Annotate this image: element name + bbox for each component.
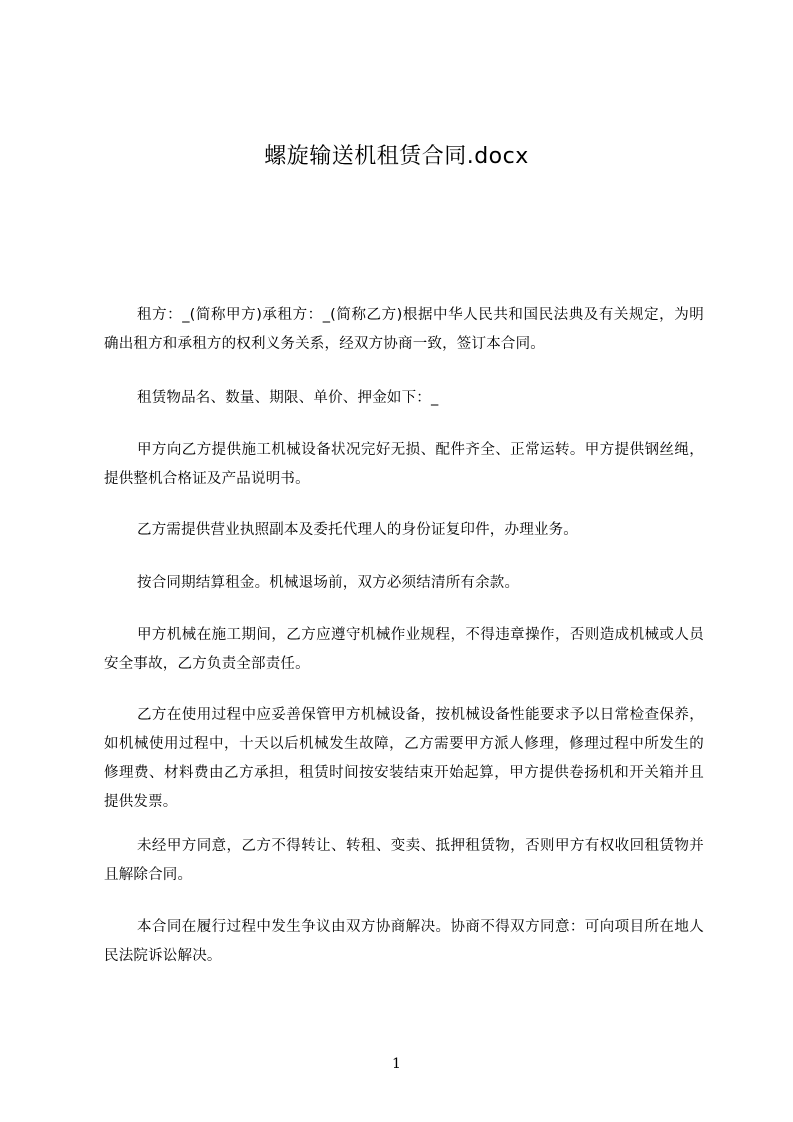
paragraph-rental-items: 租赁物品名、数量、期限、单价、押金如下：_: [137, 389, 439, 406]
page-number: 1: [392, 1056, 401, 1072]
paragraph-transfer-prohibition: 未经甲方同意，乙方不得转让、转租、变卖、抵押租赁物，否则甲方有权收回租赁物并且解除合同。: [104, 837, 704, 883]
document-title: 螺旋输送机租赁合同.docx: [264, 144, 529, 169]
paragraph-dispute-resolution: 本合同在履行过程中发生争议由双方协商解决。协商不得双方同意：可向项目所在地人民法院诉讼解决。: [104, 918, 704, 964]
paragraph-maintenance: 乙方在使用过程中应妥善保管甲方机械设备，按机械设备性能要求予以日常检查保养，如机械使用过程中，十天以后机械发生故障，乙方需要甲方派人修理，修理过程中所发生的修理费、材料费由乙方承担，租赁时间按安装结束开始起算，甲方提供卷扬机和开关箱并且提供发票。: [104, 706, 704, 810]
paragraph-equipment-condition: 甲方向乙方提供施工机械设备状况完好无损、配件齐全、正常运转。甲方提供钢丝绳，提供整机合格证及产品说明书。: [104, 441, 704, 487]
paragraph-license: 乙方需提供营业执照副本及委托代理人的身份证复印件，办理业务。: [137, 521, 578, 538]
paragraph-operation-rules: 甲方机械在施工期间，乙方应遵守机械作业规程，不得违章操作，否则造成机械或人员安全事故，乙方负责全部责任。: [104, 626, 704, 672]
paragraph-parties: 租方：_(简称甲方)承租方：_(简称乙方)根据中华人民共和国民法典及有关规定，为明确出租方和承租方的权利义务关系，经双方协商一致，签订本合同。: [104, 306, 704, 352]
paragraph-settlement: 按合同期结算租金。机械退场前，双方必须结清所有余款。: [137, 574, 520, 591]
